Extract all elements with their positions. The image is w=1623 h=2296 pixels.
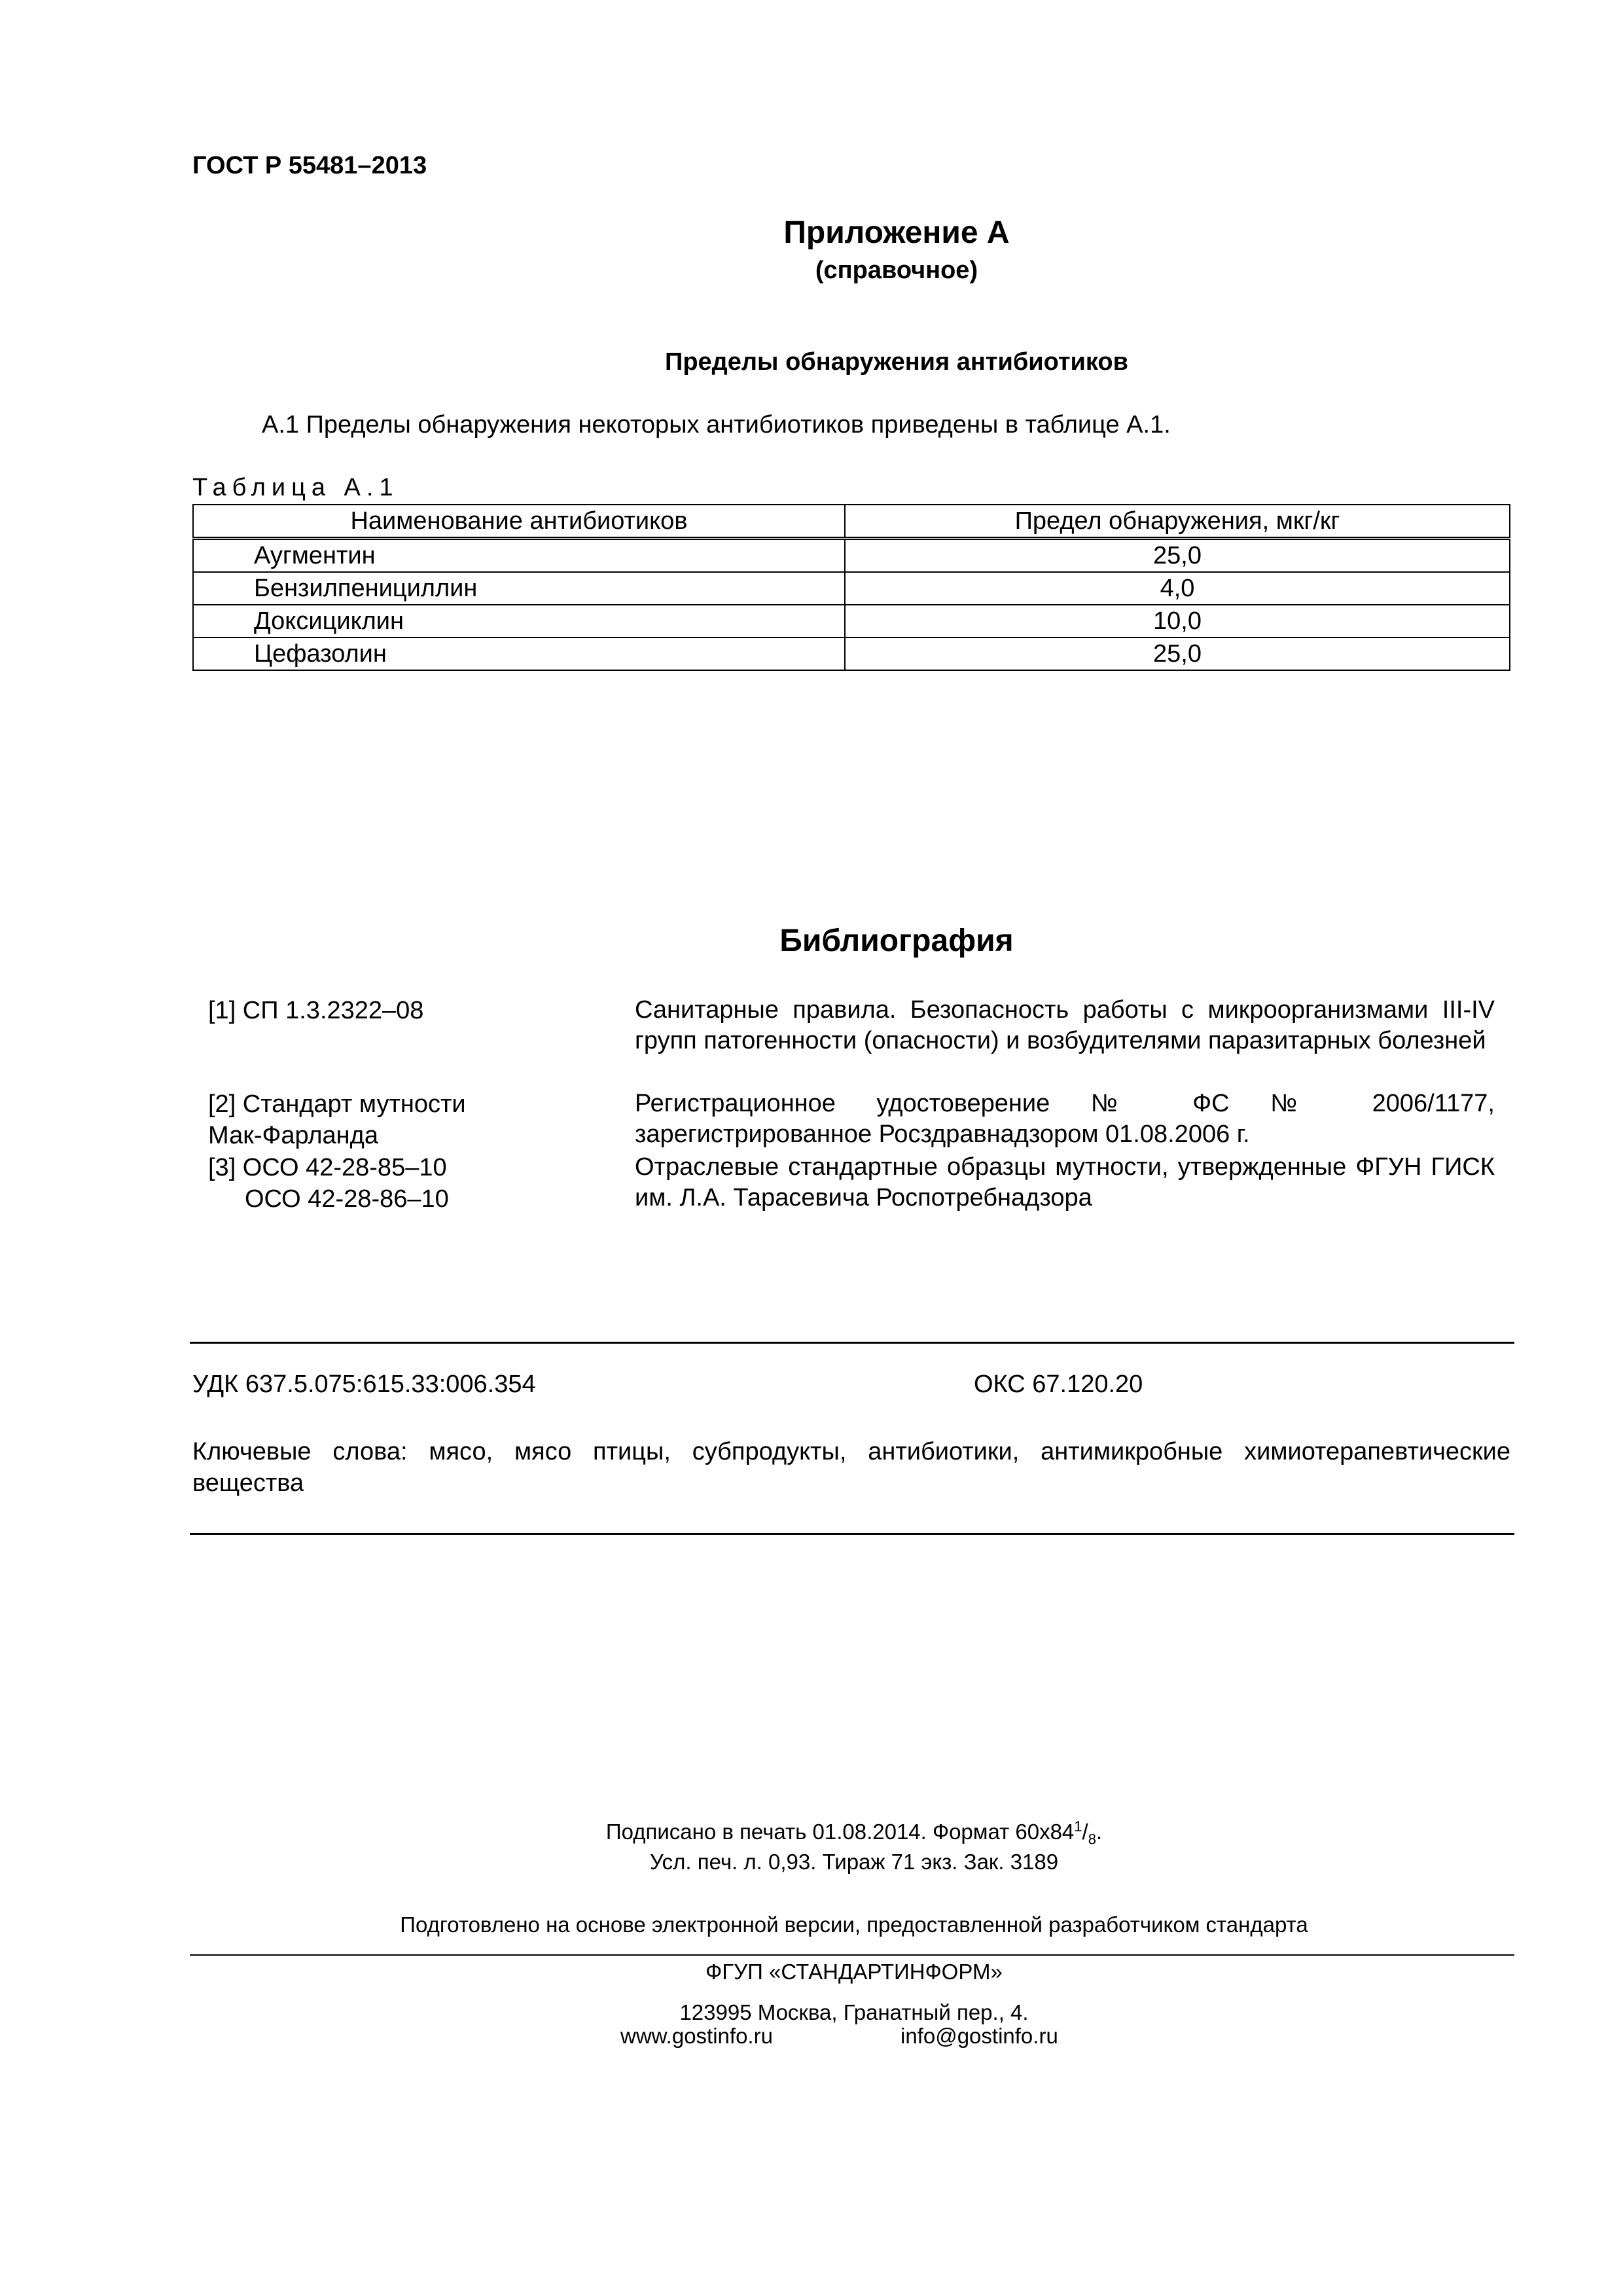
document-code: ГОСТ Р 55481–2013 — [192, 152, 427, 179]
detection-limit: 25,0 — [845, 637, 1510, 670]
keywords: Ключевые слова: мясо, мясо птицы, субпродукты, антибиотики, антимикробные химиотерапевтические вещества — [192, 1438, 1510, 1497]
table-label: Таблица А.1 — [192, 474, 399, 501]
bibliography-ref-2 — [208, 1088, 601, 1151]
publisher-name: ФГУП «СТАНДАРТИНФОРМ» — [705, 1960, 1003, 1984]
appendix-title: Приложение А — [783, 215, 1010, 250]
detection-limits-table — [192, 504, 1510, 671]
imprint-print-info: Усл. печ. л. 0,93. Тираж 71 экз. Зак. 3189 — [649, 1850, 1059, 1874]
antibiotic-name: Аугментин — [193, 539, 845, 573]
oks-code: ОКС 67.120.20 — [974, 1371, 1143, 1398]
bibliography-ref-1 — [208, 995, 601, 1026]
detection-limit: 10,0 — [845, 605, 1510, 637]
paragraph-a1: А.1 Пределы обнаружения некоторых антибиотиков приведены в таблице А.1. — [262, 411, 1171, 439]
bibliography-desc-2: Регистрационное удостоверение № ФС № 2006/1177, зарегистрированное Росздравнадзором 01.08.2006 г. — [635, 1090, 1495, 1148]
antibiotic-name: Доксициклин — [193, 605, 845, 637]
antibiotic-name: Бензилпенициллин — [193, 572, 845, 605]
antibiotic-name: Цефазолин — [193, 637, 845, 670]
table-row — [193, 605, 1510, 637]
bibliography-ref-line: [1] СП 1.3.2322–08 — [208, 997, 424, 1024]
imprint-signed: Подписано в печать 01.08.2014. Формат $60х84^1/_8$. — [605, 1818, 1103, 1848]
bibliography-ref-line: ОСО 42-28-86–10 — [245, 1185, 449, 1213]
detection-limit: 25,0 — [845, 539, 1510, 573]
detection-limit: 4,0 — [845, 572, 1510, 605]
section-title: Пределы обнаружения антибиотиков — [665, 348, 1128, 376]
column-header-limit: Предел обнаружения, мкг/кг — [845, 505, 1510, 539]
bibliography-desc-3: Отраслевые стандартные образцы мутности, утвержденные ФГУН ГИСК им. Л.А. Тарасевича Роспотребнадзора — [635, 1153, 1495, 1211]
bibliography-title: Библиография — [779, 924, 1014, 958]
bibliography-desc-1: Санитарные правила. Безопасность работы с микроорганизмами III-IV групп патогенности (опасности) и возбудителями паразитарных болезней — [635, 996, 1495, 1054]
table-header-row — [193, 505, 1510, 539]
udk-code: УДК 637.5.075:615.33:006.354 — [192, 1371, 536, 1398]
column-header-name: Наименование антибиотиков — [193, 505, 845, 539]
bibliography-ref-line: Мак-Фарланда — [208, 1122, 378, 1149]
divider-top — [190, 1342, 1514, 1344]
table-row — [193, 637, 1510, 670]
imprint-prepared: Подготовлено на основе электронной версии, предоставленной разработчиком стандарта — [400, 1912, 1308, 1937]
website-link[interactable]: www.gostinfo.ru — [620, 2024, 773, 2048]
bibliography-ref-3 — [208, 1152, 601, 1215]
format-end: . — [1096, 1820, 1103, 1844]
format-numerator: 1 — [1074, 1818, 1082, 1835]
bibliography-ref-line: [2] Стандарт мутности — [208, 1090, 466, 1118]
format-denominator: 8 — [1088, 1831, 1096, 1848]
bibliography-ref-line: [3] ОСО 42-28-85–10 — [208, 1154, 447, 1181]
appendix-subtitle: (справочное) — [815, 257, 978, 284]
email-link[interactable]: info@gostinfo.ru — [901, 2024, 1058, 2048]
divider-imprint — [190, 1954, 1514, 1956]
publisher-address: 123995 Москва, Гранатный пер., 4. — [679, 2000, 1029, 2024]
divider-bottom — [190, 1533, 1514, 1535]
table-row — [193, 539, 1510, 573]
imprint-signed-text: Подписано в печать 01.08.2014. Формат 60х84 — [605, 1820, 1075, 1844]
table-row — [193, 572, 1510, 605]
